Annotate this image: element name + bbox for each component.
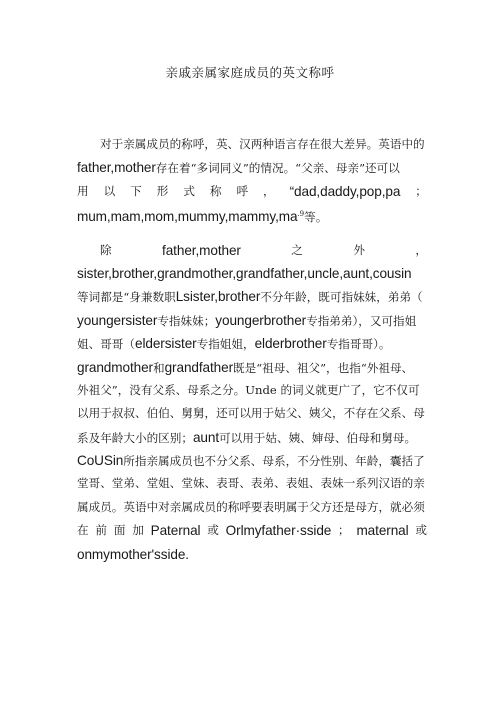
text-line: 用 以 下 形 式 称 呼 ， “dad,daddy,pop,pa ；	[77, 183, 427, 199]
text-line: youngersister专指妹妹；youngerbrother专指弟弟），又可指姐	[77, 312, 417, 328]
text-line: 堂哥、堂弟、堂姐、堂妹、表哥、表弟、表姐、表妹一系列汉语的亲	[77, 476, 425, 491]
text-line: 等词都是“身兼数职Lsister,brother不分年龄，既可指妹妹，弟弟（	[77, 289, 423, 305]
text-line: 外祖父”，没有父系、母系之分。Unde 的词义就更广了，它不仅可	[77, 382, 420, 397]
text-line: $mum,mam,mom,mummy,mammy,ma^{.9}$等。	[77, 209, 328, 225]
text-line: 以用于叔叔、伯伯、舅舅，还可以用于姑父、姨父，不存在父系、母	[77, 406, 425, 421]
text-line: 在 前 面 加 Paternal 或 Orlmyfather·sside ； maternal 或	[77, 523, 427, 539]
text-line: father,mother存在着“多词同义”的情况。“父亲、母亲”还可以	[77, 160, 400, 176]
text-line: 对于亲属成员的称呼，英、汉两种语言存在很大差异。英语中的	[100, 137, 425, 151]
text-line: 系及年龄大小的区别；aunt可以用于姑、姨、婶母、伯母和舅母。	[77, 429, 417, 445]
text-line: onmymother'sside.	[77, 546, 189, 562]
text-line: CoUSin所指亲属成员也不分父系、母系，不分性别、年龄，囊括了	[77, 453, 425, 469]
text-line: sister,brother,grandmother,grandfather,uncle,aunt,cousin	[77, 265, 412, 281]
page-title: 亲戚亲属家庭成员的英文称呼	[165, 65, 335, 80]
document-body	[77, 133, 427, 566]
text-line: 属成员。英语中对亲属成员的称呼要表明属于父方还是母方，就必须	[77, 499, 425, 514]
text-line: grandmother和grandfather既是“祖母、祖父”，也指“外祖母、	[77, 359, 414, 375]
paragraph-2	[77, 239, 427, 566]
text-line: 除 father,mother 之 外 ，	[100, 242, 427, 258]
text-line: 姐、哥哥（eldersister专指姐姐，elderbrother专指哥哥）。	[77, 336, 391, 352]
paragraph-1	[77, 133, 427, 227]
